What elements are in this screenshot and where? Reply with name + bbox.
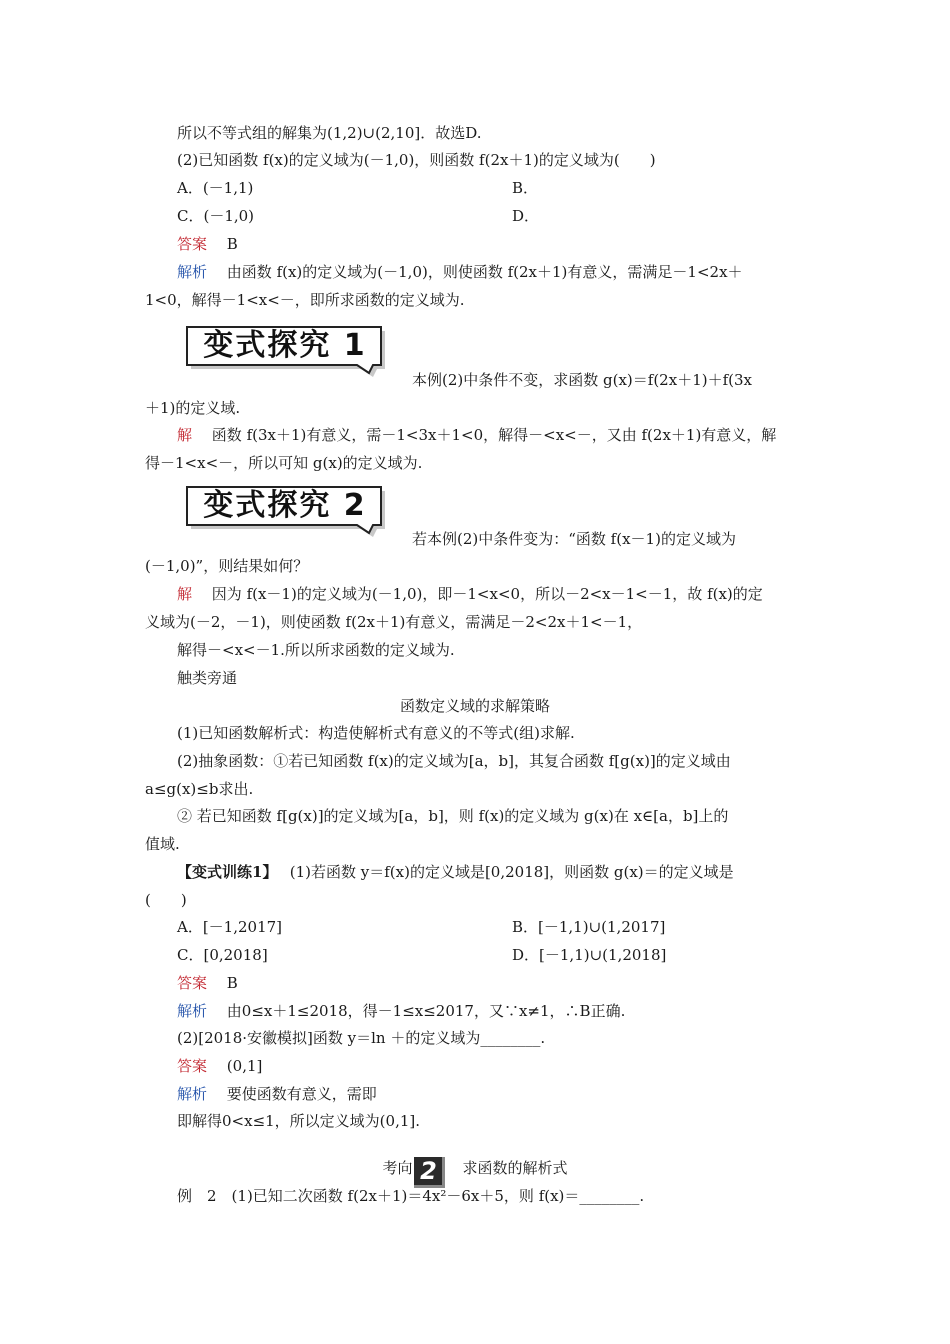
variant-1-solution: 函数 f(3x＋1)有意义，需－1<3x＋1<0，解得－<x<－，又由 f(2x＋1)有意义，解 xyxy=(211,426,777,444)
variant-1-question-cont: ＋1)的定义域. xyxy=(145,399,241,417)
training-option-d: D．[－1,1)∪(1,2018] xyxy=(512,946,667,964)
option-c: C．(－1,0) xyxy=(177,207,255,225)
variant-2-question: 若本例(2)中条件变为：“函数 f(x－1)的定义域为 xyxy=(412,530,736,548)
topic-prefix: 考向 xyxy=(382,1159,413,1177)
section-label: 触类旁通 xyxy=(177,669,238,687)
training-option-c: C．[0,2018] xyxy=(177,946,268,964)
training-question-cont: ( ) xyxy=(145,891,187,909)
analysis-text: 由函数 f(x)的定义域为(－1,0)，则使函数 f(2x＋1)有意义，需满足－1<2x＋ xyxy=(226,263,743,281)
example-2: 例 2 (1)已知二次函数 f(2x＋1)＝4x²－6x＋5，则 f(x)＝________. xyxy=(177,1187,645,1205)
banner-title: 变式探究 2 xyxy=(203,488,367,523)
question-2: (2)已知函数 f(x)的定义域为(－1,0)，则函数 f(2x＋1)的定义域为( ) xyxy=(177,151,656,169)
variant-banner-2 xyxy=(185,485,390,529)
solution-label: 解 xyxy=(177,585,193,603)
answer-label: 答案 xyxy=(177,235,208,253)
topic-number-badge: 2 xyxy=(414,1157,445,1188)
strategy-item-2-cont: a≤g(x)≤b求出. xyxy=(145,780,254,798)
training-option-a: A．[－1,2017] xyxy=(177,918,283,936)
analysis-text-cont: 1<0，解得－1<x<－，即所求函数的定义域为. xyxy=(145,291,465,309)
variant-2-solution: 因为 f(x－1)的定义域为(－1,0)，即－1<x<0，所以－2<x－1<－1，故 f(x)的定 xyxy=(211,585,763,603)
analysis-label: 解析 xyxy=(177,1085,208,1103)
option-b: B． xyxy=(512,179,539,197)
training-question: (1)若函数 y＝f(x)的定义域是[0,2018]，则函数 g(x)＝的定义域是 xyxy=(289,863,734,881)
training-label: 【变式训练1】 xyxy=(177,863,270,881)
topic-heading xyxy=(0,1157,950,1188)
answer-value: B xyxy=(226,974,238,992)
analysis-text: 要使函数有意义，需即 xyxy=(226,1085,377,1103)
analysis-label: 解析 xyxy=(177,1002,208,1020)
strategy-item-3: ② 若已知函数 f[g(x)]的定义域为[a，b]，则 f(x)的定义域为 g(x)在 x∈[a，b]上的 xyxy=(177,807,729,825)
variant-1-question: 本例(2)中条件不变，求函数 g(x)＝f(2x＋1)＋f(3x xyxy=(412,371,752,389)
answer-value: (0,1] xyxy=(226,1057,263,1075)
variant-2-solution-end: 解得－<x<－1.所以所求函数的定义域为. xyxy=(177,641,455,659)
option-d: D． xyxy=(512,207,540,225)
strategy-item-2: (2)抽象函数：①若已知函数 f(x)的定义域为[a，b]，其复合函数 f[g(x)]的定义域由 xyxy=(177,752,731,770)
analysis-label: 解析 xyxy=(177,263,208,281)
strategy-item-1: (1)已知函数解析式：构造使解析式有意义的不等式(组)求解. xyxy=(177,724,575,742)
variant-1-solution-cont: 得－1<x<－，所以可知 g(x)的定义域为. xyxy=(145,454,423,472)
training-question-2: (2)[2018·安徽模拟]函数 y＝ln ＋的定义域为________. xyxy=(177,1029,546,1047)
answer-label: 答案 xyxy=(177,974,208,992)
analysis-text: 由0≤x＋1≤2018，得－1≤x≤2017，又∵x≠1，∴B正确. xyxy=(226,1002,626,1020)
variant-banner-1 xyxy=(185,325,390,369)
solution-label: 解 xyxy=(177,426,193,444)
variant-2-question-cont: (－1,0)”，则结果如何？ xyxy=(145,557,309,575)
variant-2-solution-cont: 义域为(－2，－1)，则使函数 f(2x＋1)有意义，需满足－2<2x＋1<－1， xyxy=(145,613,643,631)
option-a: A．(－1,1) xyxy=(177,179,254,197)
topic-title: 求函数的解析式 xyxy=(462,1159,568,1177)
training-option-b: B．[－1,1)∪(1,2017] xyxy=(512,918,666,936)
banner-title: 变式探究 1 xyxy=(203,328,367,363)
strategy-item-3-cont: 值域. xyxy=(145,835,180,853)
text-line: 所以不等式组的解集为(1,2)∪(2,10]．故选D. xyxy=(177,124,482,142)
answer-label: 答案 xyxy=(177,1057,208,1075)
strategy-title: 函数定义域的求解策略 xyxy=(399,697,550,715)
analysis-solution: 即解得0<x≤1，所以定义域为(0,1]. xyxy=(177,1112,421,1130)
answer-value: B xyxy=(226,235,238,253)
